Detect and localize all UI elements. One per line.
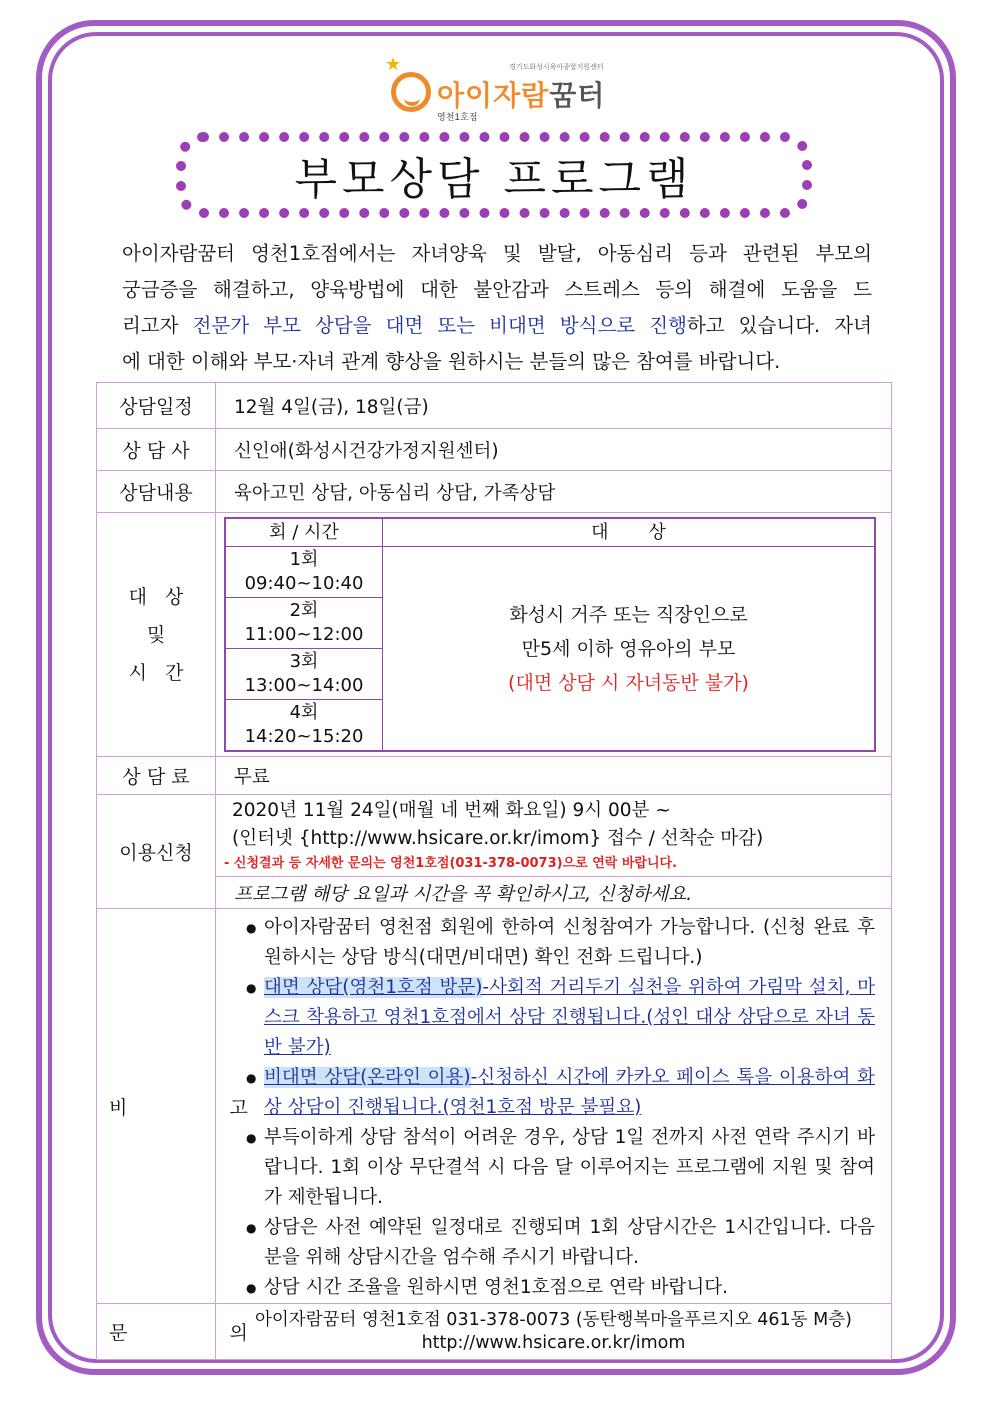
online-highlight: 비대면 상담(온라인 이용): [264, 1067, 471, 1088]
remarks-list: [216, 909, 891, 1303]
star-icon: ★: [385, 54, 402, 75]
row-apply-note: [97, 877, 892, 909]
remarks-label: 비 고: [97, 909, 216, 1304]
list-item: ● 상담 시간 조율을 원하시면 영천1호점으로 연락 바랍니다.: [246, 1273, 875, 1303]
inquiry-link[interactable]: http://www.hsicare.or.kr/imom: [421, 1332, 686, 1353]
smile-face-icon: [391, 72, 431, 112]
intro-line: 에 대한 이해와 부모·자녀 관계 향상을 원하시는 분들의 많은 참여를 바랍니다.: [122, 350, 781, 373]
intro-paragraph: [122, 236, 872, 380]
logo-branch: 영천1호점: [437, 113, 478, 123]
info-table: [96, 382, 892, 1360]
target-description: 화성시 거주 또는 직장인으로 만5세 이하 영유아의 부모 (대면 상담 시 자녀동반 불가): [383, 547, 876, 752]
list-item: ● 부득이하게 상담 참석이 어려운 경우, 상담 1일 전까지 사전 연락 주시기 바랍니다. 1회 이상 무단결석 시 다음 달 이루어지는 프로그램에 지원 및 참여가 제한됩니다.: [246, 1123, 875, 1213]
header-target: 대 상: [383, 518, 876, 547]
inquiry-label: 문 의: [97, 1304, 216, 1360]
content-value: 육아고민 상담, 아동심리 상담, 가족상담: [216, 471, 892, 513]
target-cell: [216, 513, 892, 757]
content-label: 상담내용: [97, 471, 216, 513]
row-apply: [97, 795, 892, 877]
list-item: ● 아이자람꿈터 영천점 회원에 한하여 신청참여가 가능합니다. (신청 완료 후 원하시는 상담 방식(대면/비대면) 확인 전화 드립니다.): [246, 913, 875, 973]
schedule-table: [224, 517, 876, 752]
intro-highlight: 전문가 부모 상담을 대면 또는 비대면 방식으로 진행: [192, 314, 687, 337]
list-item: ● 대면 상담(영천1호점 방문)-사회적 거리두기 실천을 위하여 가림막 설치, 마스크 착용하고 영천1호점에서 상담 진행됩니다.(성인 대상 상담으로 자녀 동반 불가): [246, 973, 875, 1063]
slot-2: 2회 11:00~12:00: [225, 598, 383, 649]
schedule-value: 12월 4일(금), 18일(금): [216, 383, 892, 429]
face-to-face-highlight: 대면 상담(영천1호점 방문): [264, 977, 483, 998]
apply-value: 2020년 11월 24일(매월 네 번째 화요일) 9시 00분 ~ (인터넷 {http://www.hsicare.or.kr/imom} 접수 / 선착순 마감) - 신청결과 등 자세한 문의는 영천1호점(031-378-0073)으로 연락 바랍니다.: [216, 795, 892, 877]
schedule-label: 상담일정: [97, 383, 216, 429]
page-title: 부모상담 프로그램: [294, 154, 694, 205]
logo-sub-text: 경기도화성시육아종합지원센터: [509, 63, 604, 71]
target-label: 대 상 및 시 간: [97, 513, 216, 757]
list-item: ● 비대면 상담(온라인 이용)-신청하신 시간에 카카오 페이스 톡을 이용하여 화상 상담이 진행됩니다.(영천1호점 방문 불필요): [246, 1063, 875, 1123]
counselor-label: 상 담 사: [97, 429, 216, 471]
fee-label: 상 담 료: [97, 757, 216, 795]
row-counselor: [97, 429, 892, 471]
apply-note: 프로그램 해당 요일과 시간을 꼭 확인하시고, 신청하세요.: [216, 877, 892, 909]
header-slot: 회 / 시간: [225, 518, 383, 547]
row-content: [97, 471, 892, 513]
slot-4: 4회 14:20~15:20: [225, 700, 383, 752]
apply-label: 이용신청: [97, 795, 216, 909]
counselor-value: 신인애(화성시건강가정지원센터): [216, 429, 892, 471]
row-target: [97, 513, 892, 757]
row-remarks: [97, 909, 892, 1304]
row-schedule: [97, 383, 892, 429]
intro-line: 궁금증을 해결하고, 양육방법에 대한 불안감과 스트레스 등의 해결에 도움을 드: [122, 278, 872, 301]
remarks-cell: [216, 909, 892, 1304]
logo: [385, 54, 615, 124]
logo-name: 아이자람꿈터: [437, 79, 606, 112]
apply-contact-note: - 신청결과 등 자세한 문의는 영천1호점(031-378-0073)으로 연락 바랍니다.: [224, 855, 678, 871]
fee-value: 무료: [216, 757, 892, 795]
row-inquiry: [97, 1304, 892, 1360]
intro-line: 리고자 전문가 부모 상담을 대면 또는 비대면 방식으로 진행하고 있습니다. 자녀: [122, 314, 873, 337]
inquiry-value: 아이자람꿈터 영천1호점 031-378-0073 (동탄행복마을푸르지오 461동 M층) http://www.hsicare.or.kr/imom: [216, 1304, 892, 1360]
row-fee: [97, 757, 892, 795]
slot-1: 1회 09:40~10:40: [225, 547, 383, 598]
list-item: ● 상담은 사전 예약된 일정대로 진행되며 1회 상담시간은 1시간입니다. 다음 분을 위해 상담시간을 엄수해 주시기 바랍니다.: [246, 1213, 875, 1273]
intro-line: 아이자람꿈터 영천1호점에서는 자녀양육 및 발달, 아동심리 등과 관련된 부모의: [122, 242, 872, 265]
slot-3: 3회 13:00~14:00: [225, 649, 383, 700]
title-box: [176, 132, 812, 218]
